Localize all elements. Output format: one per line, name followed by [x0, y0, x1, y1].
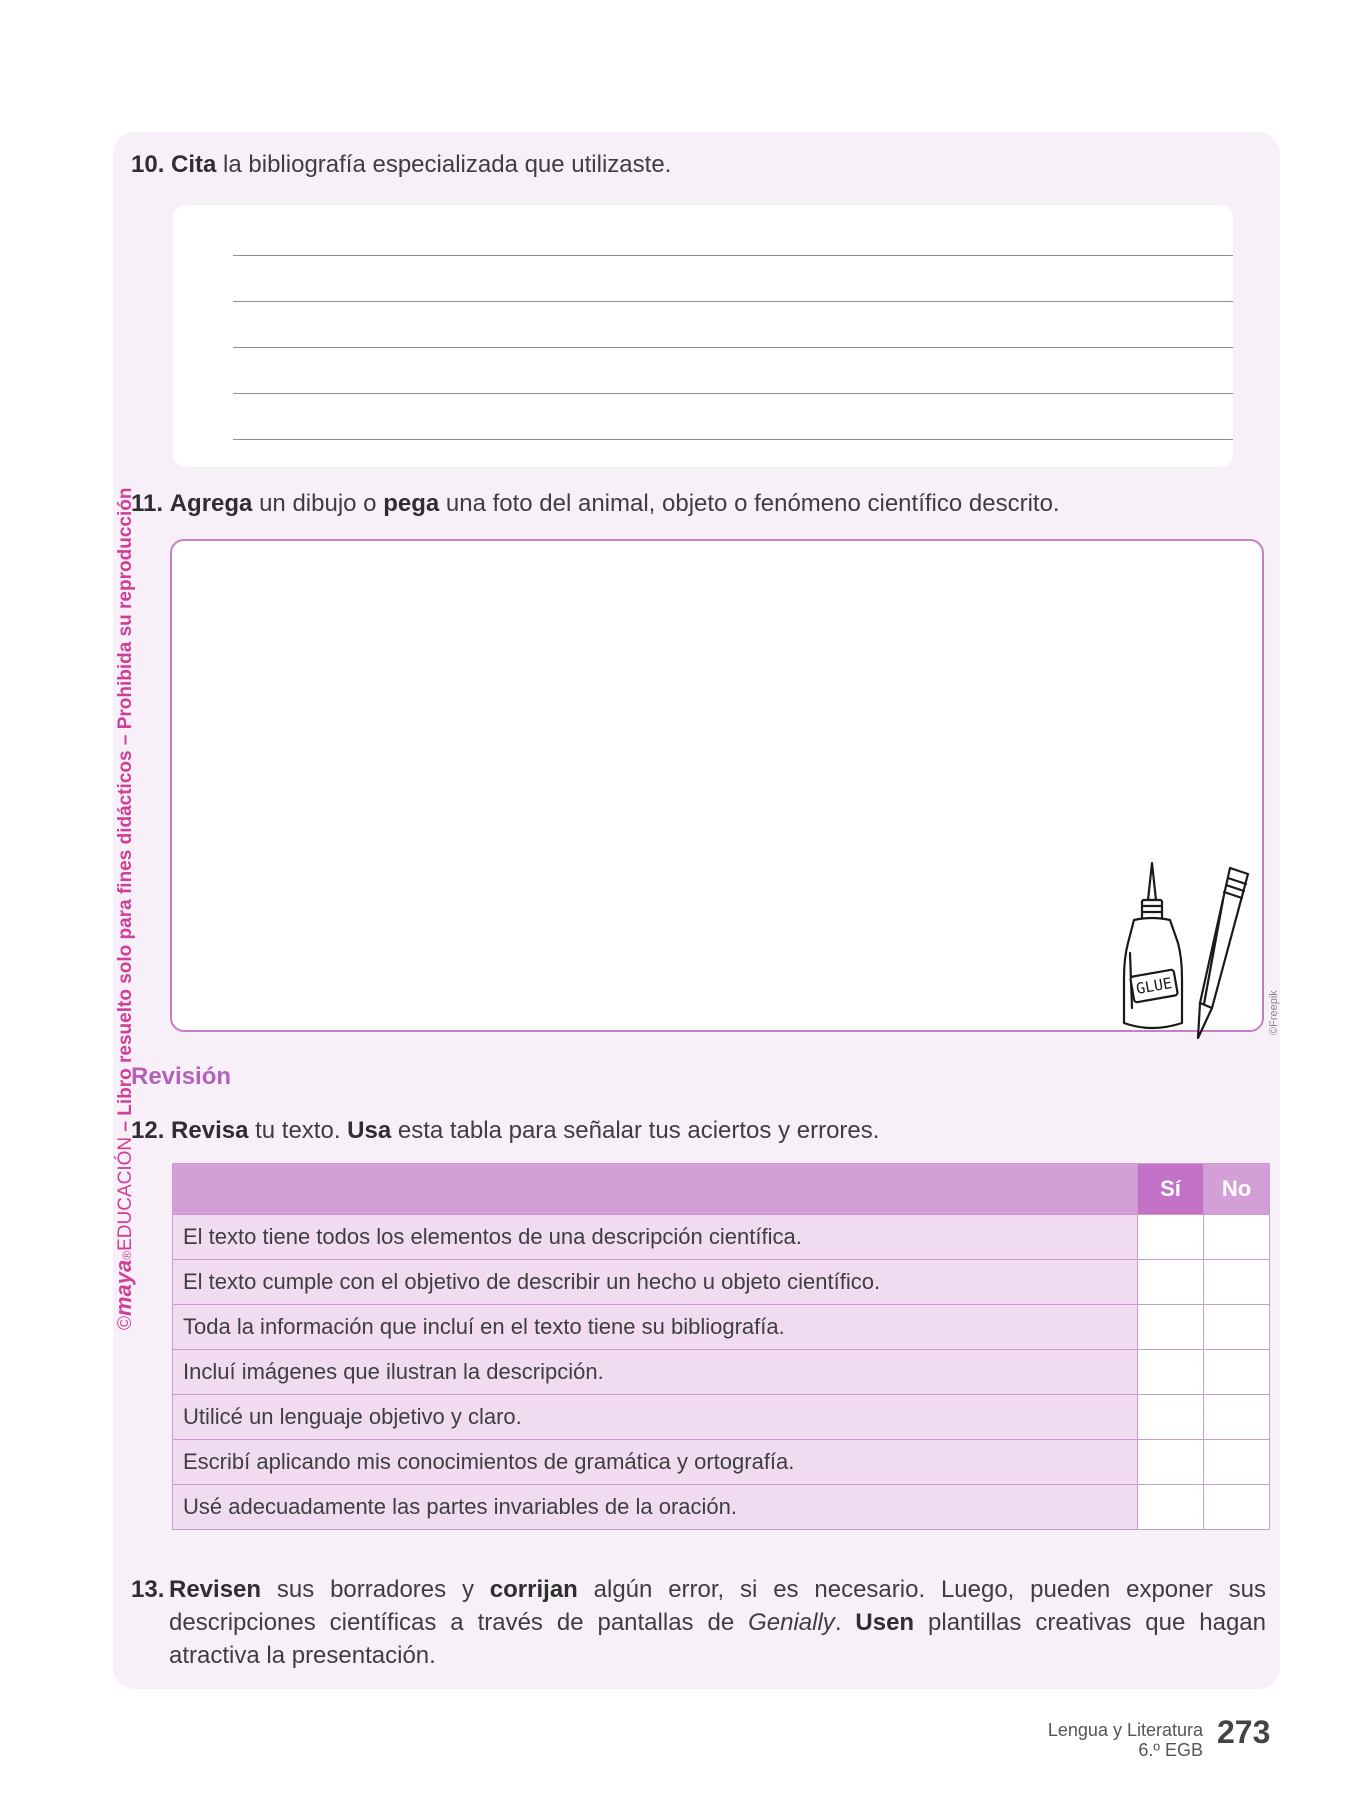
question-number: 11. [131, 490, 164, 517]
question-11: 11. Agrega un dibujo o pega una foto del animal, objeto o fenómeno científico descrito. [131, 490, 1060, 517]
review-table [172, 1163, 1270, 1530]
criterion: El texto cumple con el objetivo de describir un hecho u objeto científico. [173, 1260, 1138, 1305]
question-text: Revisen sus borradores y corrijan algún error, si es necesario. Luego, pueden exponer sus descripciones científicas a través de pantallas de Genially. Usen plantillas creativas que hagan atractiva la presentación. [169, 1576, 1266, 1669]
yes-checkbox[interactable] [1138, 1305, 1204, 1350]
criterion: Utilicé un lenguaje objetivo y claro. [173, 1395, 1138, 1440]
criterion: El texto tiene todos los elementos de una descripción científica. [173, 1215, 1138, 1260]
yes-checkbox[interactable] [1138, 1440, 1204, 1485]
table-row [173, 1440, 1270, 1485]
instruction-verb: Agrega [169, 490, 253, 517]
no-checkbox[interactable] [1204, 1440, 1270, 1485]
criterion: Escribí aplicando mis conocimientos de gramática y ortografía. [173, 1440, 1138, 1485]
table-row [173, 1305, 1270, 1350]
table-row [173, 1215, 1270, 1260]
criterion: Toda la información que incluí en el texto tiene su bibliografía. [173, 1305, 1138, 1350]
no-checkbox[interactable] [1204, 1395, 1270, 1440]
writing-line[interactable] [233, 301, 1233, 302]
question-text: la bibliografía especializada que utilizaste. [216, 151, 672, 178]
criteria-header [173, 1164, 1138, 1215]
glue-label: GLUE [1134, 974, 1174, 998]
writing-line[interactable] [233, 347, 1233, 348]
question-12: 12. Revisa tu texto. Usa esta tabla para señalar tus aciertos y errores. [131, 1117, 880, 1144]
instruction-verb: corrijan [489, 1576, 578, 1603]
no-checkbox[interactable] [1204, 1485, 1270, 1530]
instruction-verb: Revisen [169, 1576, 262, 1603]
question-number: 10. [131, 151, 165, 178]
yes-checkbox[interactable] [1138, 1215, 1204, 1260]
instruction-verb: Revisa [171, 1117, 249, 1144]
question-text: una foto del animal, objeto o fenómeno científico descrito. [439, 490, 1060, 517]
question-text: esta tabla para señalar tus aciertos y errores. [391, 1117, 880, 1144]
writing-line[interactable] [233, 439, 1233, 440]
instruction-verb: Cita [171, 151, 217, 178]
footer-grade: 6.º EGB [1138, 1740, 1203, 1760]
instruction-verb: pega [383, 490, 440, 517]
yes-checkbox[interactable] [1138, 1395, 1204, 1440]
table-header-row [173, 1164, 1270, 1215]
criterion: Incluí imágenes que ilustran la descripción. [173, 1350, 1138, 1395]
question-number: 13. [131, 1576, 165, 1603]
answer-lines-box[interactable] [173, 205, 1233, 467]
platform-name: Genially [748, 1609, 835, 1636]
table-row [173, 1395, 1270, 1440]
image-credit: ©Freepik [1268, 990, 1280, 1035]
yes-checkbox[interactable] [1138, 1485, 1204, 1530]
yes-column-header: Sí [1138, 1164, 1204, 1215]
writing-line[interactable] [233, 393, 1233, 394]
writing-line[interactable] [233, 255, 1233, 256]
question-10 [131, 150, 671, 180]
publisher-logo: maya [111, 1259, 136, 1316]
no-checkbox[interactable] [1204, 1305, 1270, 1350]
instruction-verb: Usen [855, 1609, 915, 1636]
question-13 [131, 1573, 1266, 1672]
instruction-verb: Usa [347, 1117, 392, 1144]
yes-checkbox[interactable] [1138, 1260, 1204, 1305]
drawing-area[interactable] [170, 539, 1264, 1032]
footer-subject: Lengua y Literatura 6.º EGB [1047, 1720, 1203, 1760]
copyright-sidebar: ©maya®EDUCACIÓN – Libro resuelto solo para fines didácticos – Prohibida su reproducción [111, 487, 136, 1330]
no-checkbox[interactable] [1204, 1350, 1270, 1395]
no-checkbox[interactable] [1204, 1260, 1270, 1305]
criterion: Usé adecuadamente las partes invariables de la oración. [173, 1485, 1138, 1530]
section-heading: Revisión [131, 1063, 232, 1090]
table-row [173, 1350, 1270, 1395]
glue-pencil-illustration [1120, 858, 1260, 1043]
no-column-header: No [1204, 1164, 1270, 1215]
table-row [173, 1485, 1270, 1530]
table-row [173, 1260, 1270, 1305]
question-number: 12. [131, 1117, 165, 1144]
yes-checkbox[interactable] [1138, 1350, 1204, 1395]
page-number: 273 [1217, 1714, 1271, 1750]
no-checkbox[interactable] [1204, 1215, 1270, 1260]
